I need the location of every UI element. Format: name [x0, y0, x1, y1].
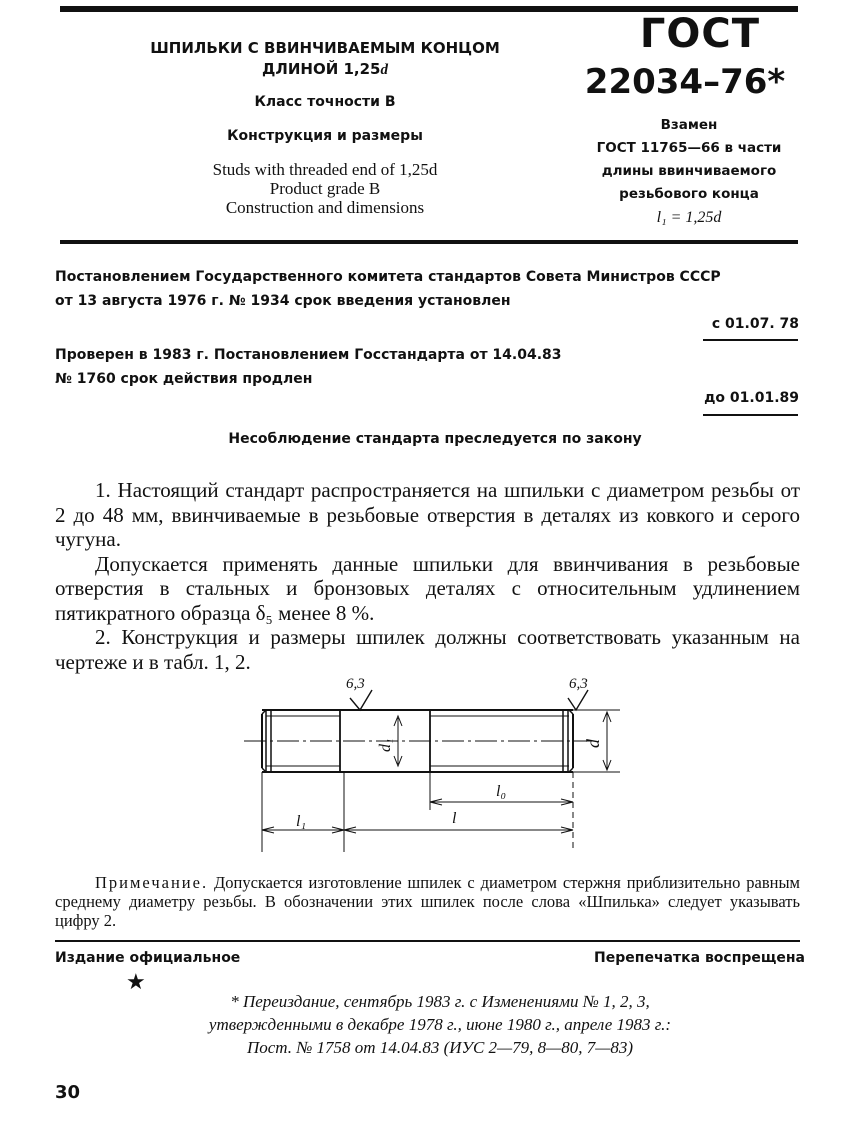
title-en-line1: Studs with threaded end of 1,25d: [212, 160, 438, 179]
paragraph-2: Допускается применять данные шпильки для ввинчивания в резьбовые отверстия в стальных и бронзовых деталях с относительным удлинением пятикратного образца δ₅ менее 8 %.: [55, 551, 800, 625]
accuracy-class: Класс точности В: [254, 94, 396, 110]
label-d: d: [583, 739, 603, 748]
title-ru-line1: ШПИЛЬКИ С ВВИНЧИВАЕМЫМ КОНЦОМ: [150, 39, 500, 57]
paragraph-1: 1. Настоящий стандарт распространяется на шпильки с диаметром резьбы от 2 до 48 мм, ввинчиваемые в резьбовые отверстия в деталях из ковкого и серого чугуна.: [55, 478, 800, 551]
checked-block: [55, 343, 815, 391]
no-reprint: Перепечатка воспрещена: [594, 950, 805, 966]
decree-line1: Постановлением Государственного комитета стандартов Совета Министров СССР: [55, 269, 721, 285]
label-l: l: [452, 810, 457, 827]
date-from-rule: [703, 339, 798, 341]
law-notice: Несоблюдение стандарта преследуется по закону: [228, 431, 642, 447]
note-paragraph: [55, 873, 800, 930]
label-l0: l₀: [496, 783, 507, 800]
replaces-line1: Взамен: [660, 117, 718, 133]
label-d1: d₁: [377, 738, 394, 752]
roughness-right-label: 6,3: [569, 676, 588, 692]
reissue-line2: утвержденными в декабре 1978 г., июне 1980 г., апреле 1983 г.:: [208, 1015, 672, 1034]
title-en: [110, 160, 540, 217]
note: [55, 873, 800, 930]
paragraph-3: 2. Конструкция и размеры шпилек должны соответствовать указанным на чертеже и в табл. 1, 2.: [55, 625, 800, 674]
official-edition: Издание официальное: [55, 950, 241, 966]
page-number: 30: [55, 1082, 81, 1103]
replaces-line2: ГОСТ 11765—66 в части: [596, 140, 782, 156]
title-en-line3: Construction and dimensions: [225, 198, 425, 217]
body-text: [55, 478, 800, 674]
roughness-mark-right: [568, 690, 588, 710]
date-to-rule: [703, 414, 798, 416]
construction-heading: Конструкция и размеры: [227, 128, 423, 144]
gost-number: 22034–76*: [584, 62, 786, 102]
replaces-line4: резьбового конца: [619, 186, 759, 202]
title-ru-line2: [120, 59, 530, 81]
title-ru-line2-var: d: [380, 62, 388, 78]
note-text: Допускается изготовление шпилек с диаметром стержня приблизительно равным среднему диаметру резьбы. В обозначении этих шпилек после слова «Шпилька» следует указывать цифру 2.: [55, 873, 800, 930]
stud-drawing: [0, 670, 857, 870]
title-ru: [120, 38, 530, 81]
date-to: до 01.01.89: [704, 390, 799, 406]
roughness-left-label: 6,3: [346, 676, 365, 692]
checked-line2: № 1760 срок действия продлен: [55, 371, 313, 387]
footer-rule: [55, 940, 800, 942]
title-ru-line2-prefix: ДЛИНОЙ 1,25: [262, 60, 381, 78]
checked-line1: Проверен в 1983 г. Постановлением Госстандарта от 14.04.83: [55, 347, 562, 363]
reissue-note: [140, 990, 740, 1059]
header-rule: [60, 240, 798, 244]
replaces-line5: l₁ = 1,25d: [656, 209, 722, 226]
gost-word: ГОСТ: [639, 11, 761, 57]
date-from: с 01.07. 78: [711, 316, 799, 332]
decree-line2: от 13 августа 1976 г. № 1934 срок введения установлен: [55, 293, 511, 309]
star-icon: ★: [126, 969, 146, 994]
reissue-line3: Пост. № 1758 от 14.04.83 (ИУС 2—79, 8—80, 7—83): [246, 1038, 634, 1057]
replaces-line3: длины ввинчиваемого: [601, 163, 777, 179]
replaces-block: [548, 114, 830, 229]
reissue-line1: * Переиздание, сентябрь 1983 г. с Изменениями № 1, 2, 3,: [230, 992, 650, 1011]
label-l1: l₁: [296, 813, 307, 830]
title-en-line2: Product grade B: [269, 179, 381, 198]
decree-block: [55, 265, 815, 313]
note-label: Примечание.: [95, 873, 209, 892]
roughness-mark-left: [350, 690, 372, 710]
